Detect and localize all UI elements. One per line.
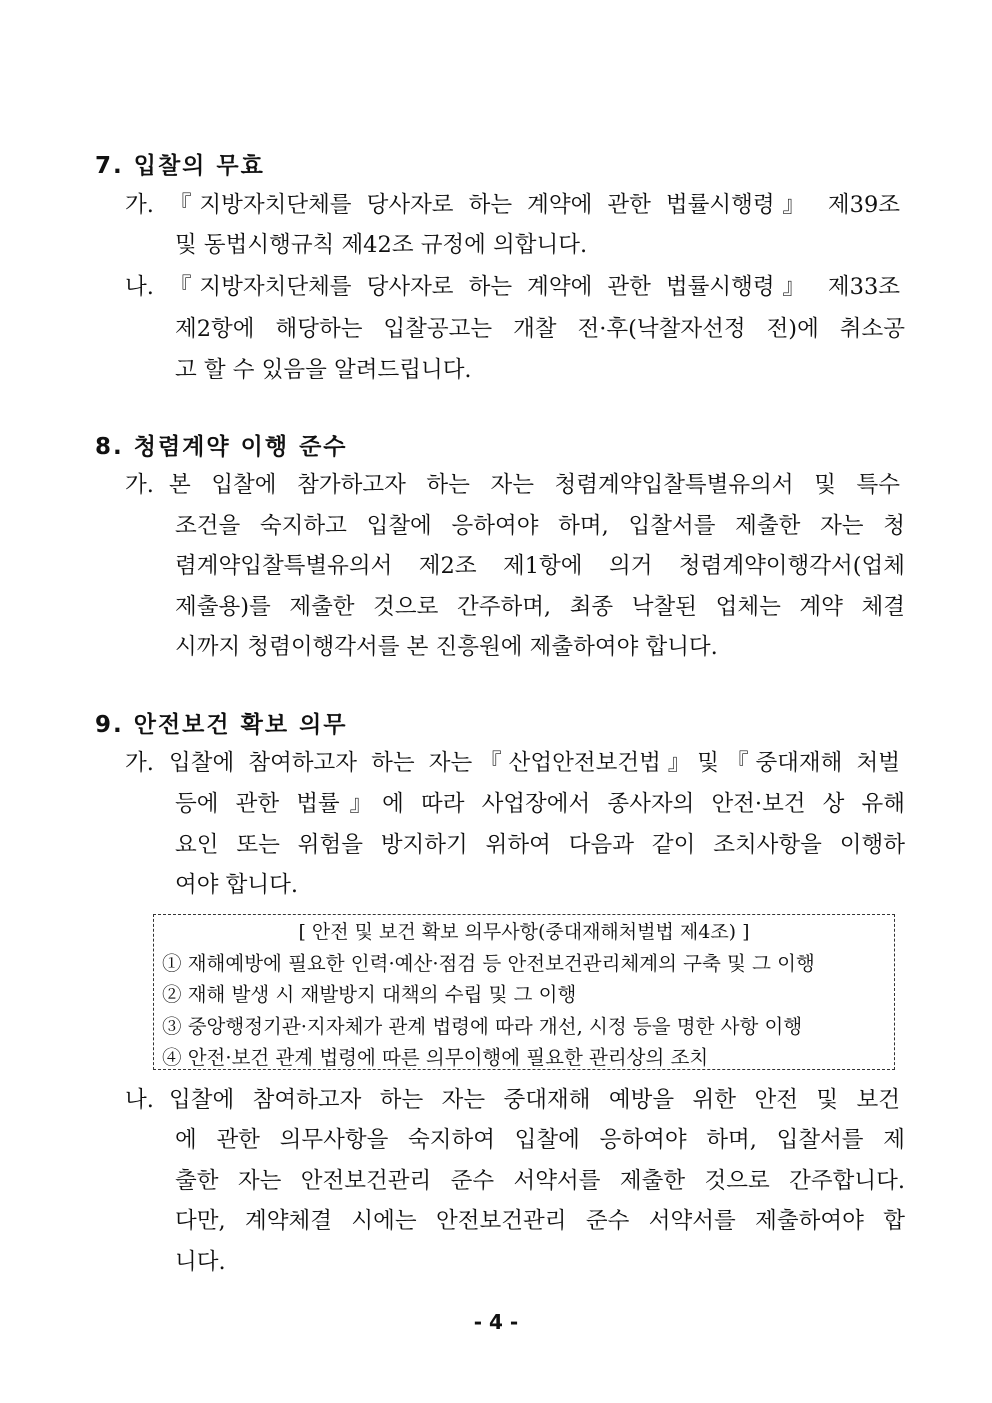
item-line: 고 할 수 있음을 알려드립니다. — [175, 357, 472, 383]
item-line: 요인 또는 위험을 방지하기 위하여 다음과 같이 조치사항을 이행하 — [175, 832, 905, 858]
item-line: 본 입찰에 참가하고자 하는 자는 청렴계약입찰특별유의서 및 특수 — [169, 472, 900, 498]
item-line: 출한 자는 안전보건관리 준수 서약서를 제출한 것으로 간주합니다. — [175, 1168, 905, 1194]
item-line: 등에 관한 법률』에 따라 사업장에서 종사자의 안전·보건 상 유해 — [175, 791, 905, 817]
item-line: 입찰에 참여하고자 하는 자는『산업안전보건법』및『중대재해 처벌 — [169, 750, 900, 776]
section-8-title: 8. 청렴계약 이행 준수 — [95, 434, 348, 460]
section-7-title: 7. 입찰의 무효 — [95, 153, 265, 179]
duty-item: ③ 중앙행정기관·지자체가 관계 법령에 따라 개선, 시정 등을 명한 사항 이행 — [162, 1015, 803, 1038]
item-line: 에 관한 의무사항을 숙지하여 입찰에 응하여야 하며, 입찰서를 제 — [175, 1127, 905, 1153]
item-line: 『지방자치단체를 당사자로 하는 계약에 관한 법률시행령』 제39조 — [169, 192, 900, 218]
item-line: 및 동법시행규칙 제42조 규정에 의합니다. — [175, 232, 588, 258]
duty-item: ① 재해예방에 필요한 인력·예산·점검 등 안전보건관리체계의 구축 및 그 이행 — [162, 952, 815, 975]
item-line: 니다. — [175, 1249, 226, 1275]
duty-item: ② 재해 발생 시 재발방지 대책의 수립 및 그 이행 — [162, 983, 577, 1006]
item-line: 조건을 숙지하고 입찰에 응하여야 하며, 입찰서를 제출한 자는 청 — [175, 513, 905, 539]
safety-duty-box — [153, 914, 895, 1070]
section-9-title: 9. 안전보건 확보 의무 — [95, 712, 348, 738]
item-line: 렴계약입찰특별유의서 제2조 제1항에 의거 청렴계약이행각서(업체 — [175, 553, 905, 579]
item-line: 시까지 청렴이행각서를 본 진흥원에 제출하여야 합니다. — [175, 634, 718, 660]
item-line: 제출용)를 제출한 것으로 간주하며, 최종 낙찰된 업체는 계약 체결 — [175, 594, 905, 620]
item-line: 여야 합니다. — [175, 872, 298, 898]
item-line: 제2항에 해당하는 입찰공고는 개찰 전·후(낙찰자선정 전)에 취소공 — [175, 316, 906, 342]
item-line: 입찰에 참여하고자 하는 자는 중대재해 예방을 위한 안전 및 보건 — [169, 1087, 900, 1113]
item-line: 『지방자치단체를 당사자로 하는 계약에 관한 법률시행령』 제33조 — [169, 274, 900, 300]
item-line: 다만, 계약체결 시에는 안전보건관리 준수 서약서를 제출하여야 합 — [175, 1208, 905, 1234]
item-marker: 가. — [125, 192, 154, 218]
item-marker: 나. — [125, 1087, 154, 1113]
page-number: - 4 - — [473, 1310, 519, 1334]
item-marker: 가. — [125, 750, 154, 776]
duty-item: ④ 안전·보건 관계 법령에 따른 의무이행에 필요한 관리상의 조치 — [162, 1046, 709, 1069]
item-marker: 나. — [125, 274, 154, 300]
item-marker: 가. — [125, 472, 154, 498]
duty-box-title: [ 안전 및 보건 확보 의무사항(중대재해처벌법 제4조) ] — [298, 921, 750, 943]
